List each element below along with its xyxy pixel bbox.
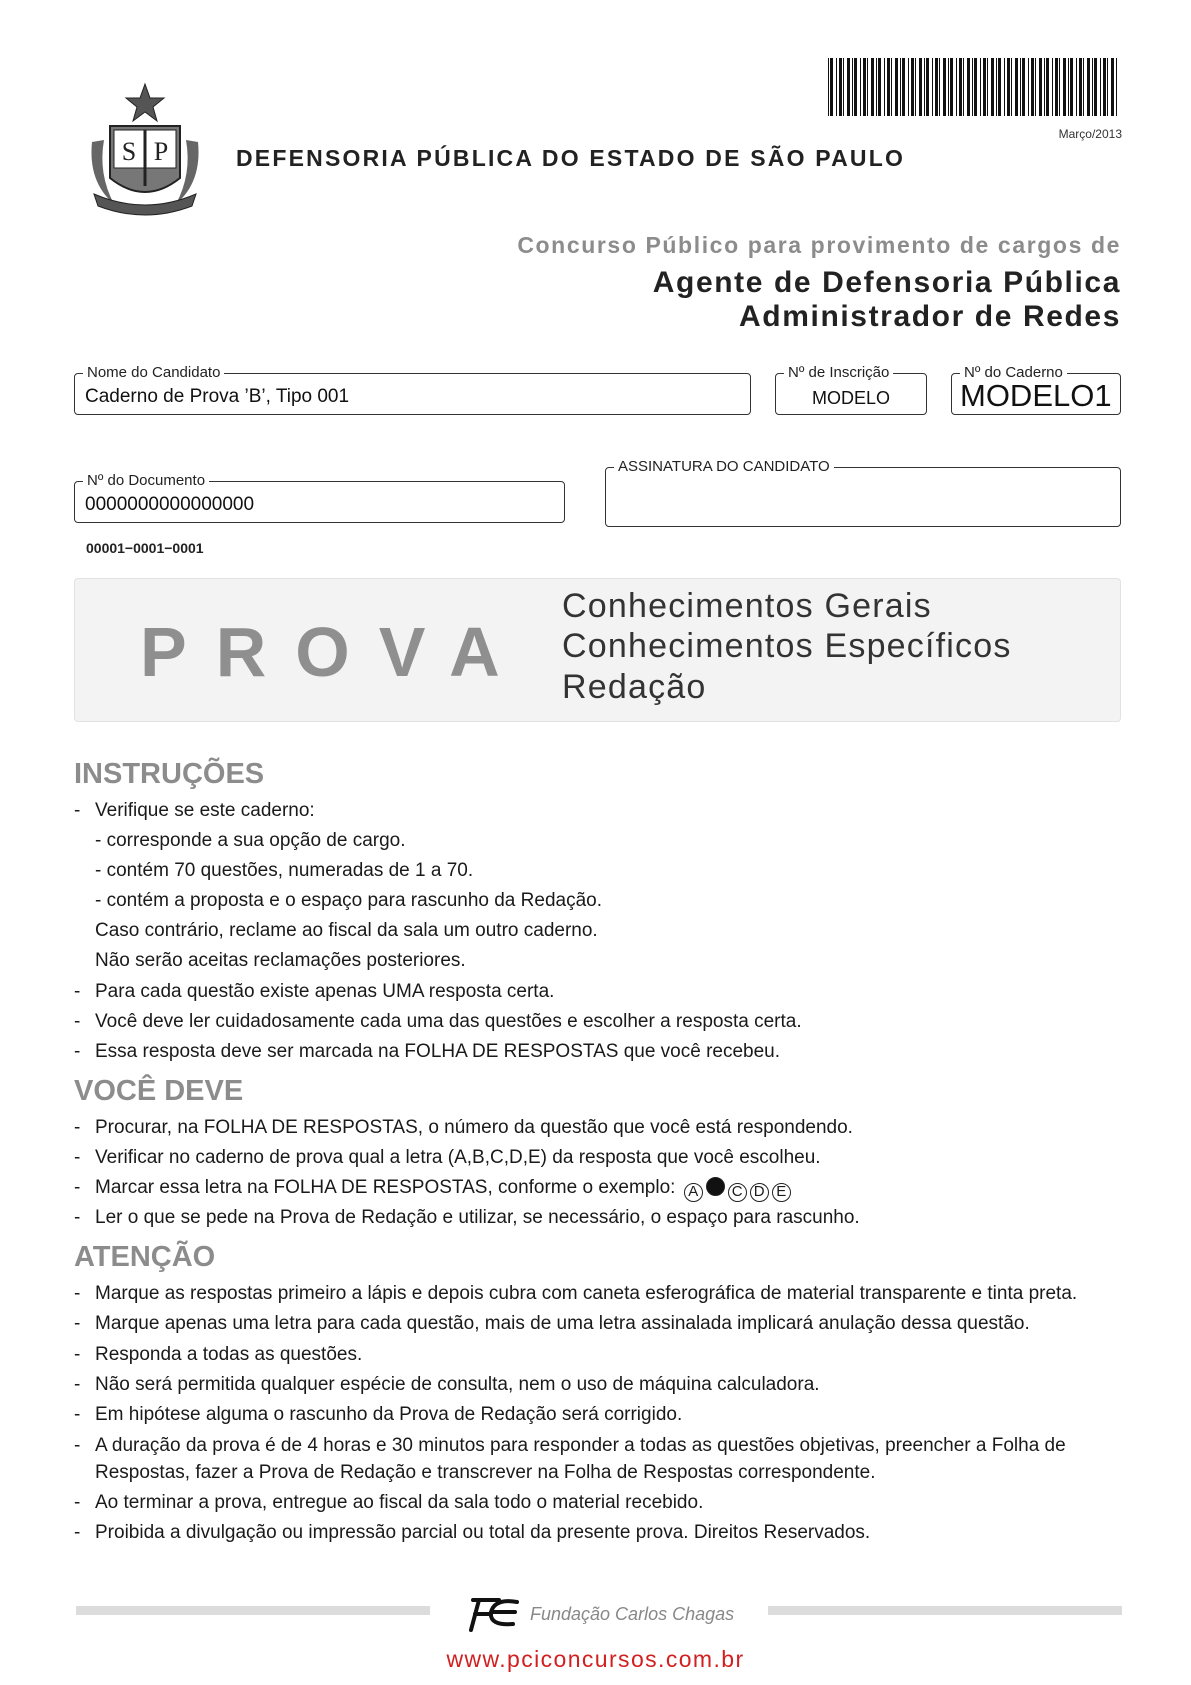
footer-rule-left xyxy=(76,1606,430,1615)
barcode-bar xyxy=(1020,58,1021,116)
barcode-bar xyxy=(991,58,994,116)
barcode-bar xyxy=(950,58,953,116)
candidate-name-value: Caderno de Prova ’B’, Tipo 001 xyxy=(85,386,350,407)
barcode-bar xyxy=(830,58,833,116)
voce-deve-heading: VOCÊ DEVE xyxy=(74,1075,244,1107)
barcode-bar xyxy=(1094,58,1097,116)
list-continuation: Não serão aceitas reclamações posteriores. xyxy=(95,950,466,971)
barcode-bar xyxy=(1092,58,1093,116)
barcode-bar xyxy=(839,58,842,116)
exam-subtitle: Concurso Público para provimento de cargos de xyxy=(517,232,1121,258)
role-title-1: Agente de Defensoria Pública xyxy=(652,266,1121,299)
list-item: - Ler o que se pede na Prova de Redação e utilizar, se necessário, o espaço para rascunho. xyxy=(74,1207,860,1228)
fcc-logo-icon xyxy=(465,1592,521,1632)
barcode-bar xyxy=(836,58,837,116)
website-link[interactable]: www.pciconcursos.com.br xyxy=(446,1646,745,1672)
barcode-bar xyxy=(843,58,844,116)
barcode-bar xyxy=(911,58,914,116)
barcode-bar xyxy=(900,58,901,116)
document-number-label: Nº do Documento xyxy=(83,472,209,490)
barcode-bar xyxy=(1044,58,1045,116)
list-item: - Responda a todas as questões. xyxy=(74,1344,363,1365)
list-item: - Você deve ler cuidadosamente cada uma das questões e escolher a resposta certa. xyxy=(74,1011,802,1032)
answer-bubble-e: E xyxy=(772,1183,791,1202)
answer-bubble-c: C xyxy=(728,1183,747,1202)
subject-specific: Conhecimentos Específicos xyxy=(562,627,1012,665)
barcode-bar xyxy=(924,58,925,116)
barcode-bar xyxy=(1076,58,1077,116)
list-item: - Procurar, na FOLHA DE RESPOSTAS, o número da questão que você está respondendo. xyxy=(74,1117,853,1138)
barcode-bar xyxy=(1039,58,1042,116)
booklet-code: 00001−0001−0001 xyxy=(86,540,204,556)
barcode-bar xyxy=(915,58,916,116)
list-continuation: Respostas, fazer a Prova de Redação e transcrever na Folha de Respostas correspondente. xyxy=(95,1462,876,1483)
barcode-bar xyxy=(1063,58,1066,116)
signature-field[interactable] xyxy=(605,458,1121,527)
barcode-bar xyxy=(1015,58,1018,116)
barcode-bar xyxy=(959,58,962,116)
date: Março/2013 xyxy=(1058,127,1122,141)
answer-bubble-a: A xyxy=(684,1183,703,1202)
barcode-bar xyxy=(1083,58,1084,116)
barcode-bar xyxy=(919,58,922,116)
barcode-bar xyxy=(852,58,853,116)
barcode-bar xyxy=(1046,58,1049,116)
barcode-bar xyxy=(983,58,986,116)
list-item: - Marque as respostas primeiro a lápis e depois cubra com caneta esferográfica de material transparente e tinta preta. xyxy=(74,1283,1078,1304)
list-continuation: Caso contrário, reclame ao fiscal da sala um outro caderno. xyxy=(95,920,598,941)
instructions-heading: INSTRUÇÕES xyxy=(74,758,265,790)
atencao-heading: ATENÇÃO xyxy=(74,1241,216,1273)
barcode-bar xyxy=(1107,58,1108,116)
list-item: - Não será permitida qualquer espécie de consulta, nem o uso de máquina calculadora. xyxy=(74,1374,820,1395)
footer-rule-right xyxy=(768,1606,1122,1615)
list-subitem: - corresponde a sua opção de cargo. xyxy=(95,830,406,851)
list-item: - Ao terminar a prova, entregue ao fiscal da sala todo o material recebido. xyxy=(74,1492,704,1513)
barcode-bar xyxy=(932,58,933,116)
barcode-bar xyxy=(939,58,940,116)
document-number-field[interactable] xyxy=(74,472,565,523)
barcode-bar xyxy=(902,58,905,116)
barcode-bar xyxy=(1087,58,1090,116)
barcode-bar xyxy=(935,58,938,116)
subject-general: Conhecimentos Gerais xyxy=(562,587,932,625)
booklet-number-value: MODELO1 xyxy=(960,378,1112,413)
barcode-bar xyxy=(1022,58,1025,116)
booklet-number-label: Nº do Caderno xyxy=(960,364,1067,382)
barcode-bar xyxy=(1055,58,1058,116)
barcode-bar xyxy=(828,58,829,116)
foundation-name: Fundação Carlos Chagas xyxy=(530,1604,735,1624)
list-item: - Essa resposta deve ser marcada na FOLHA DE RESPOSTAS que você recebeu. xyxy=(74,1041,781,1062)
svg-text:P: P xyxy=(153,137,169,166)
barcode-bar xyxy=(860,58,861,116)
barcode-bar xyxy=(1059,58,1060,116)
barcode-bar xyxy=(895,58,898,116)
list-item: - Verifique se este caderno: xyxy=(74,800,315,821)
barcode-bar xyxy=(1035,58,1036,116)
barcode-bar xyxy=(854,58,857,116)
barcode-bar xyxy=(847,58,850,116)
barcode-bar xyxy=(963,58,964,116)
registration-number-label: Nº de Inscrição xyxy=(784,364,893,382)
list-item: - Marque apenas uma letra para cada questão, mais de uma letra assinalada implicará anulação dessa questão. xyxy=(74,1313,1030,1334)
barcode xyxy=(828,58,1122,116)
list-item: - A duração da prova é de 4 horas e 30 minutos para responder a todas as questões objetivas, preencher a Folha de xyxy=(74,1435,1066,1456)
barcode-bar xyxy=(1068,58,1069,116)
barcode-bar xyxy=(887,58,890,116)
barcode-bar xyxy=(1031,58,1034,116)
barcode-bar xyxy=(974,58,977,116)
barcode-bar xyxy=(1100,58,1101,116)
answer-bubble-d: D xyxy=(750,1183,769,1202)
barcode-bar xyxy=(972,58,973,116)
barcode-bar xyxy=(878,58,881,116)
list-item: - Em hipótese alguma o rascunho da Prova de Redação será corrigido. xyxy=(74,1404,683,1425)
answer-bubble-filled xyxy=(706,1177,725,1196)
barcode-bar xyxy=(908,58,909,116)
barcode-bar xyxy=(998,58,1001,116)
barcode-bar xyxy=(1004,58,1005,116)
list-item: - Verificar no caderno de prova qual a letra (A,B,C,D,E) da resposta que você escolheu. xyxy=(74,1147,821,1168)
barcode-bar xyxy=(876,58,877,116)
barcode-bar xyxy=(987,58,988,116)
barcode-bar xyxy=(1116,58,1117,116)
barcode-bar xyxy=(884,58,885,116)
sp-coat-of-arms-seal xyxy=(84,82,206,216)
list-subitem: - contém 70 questões, numeradas de 1 a 70. xyxy=(95,860,474,881)
role-title-2: Administrador de Redes xyxy=(739,300,1121,333)
list-item: - Para cada questão existe apenas UMA resposta certa. xyxy=(74,981,555,1002)
barcode-bar xyxy=(956,58,957,116)
barcode-bar xyxy=(1007,58,1010,116)
barcode-bar xyxy=(948,58,949,116)
barcode-bar xyxy=(926,58,929,116)
barcode-bar xyxy=(980,58,981,116)
barcode-bar xyxy=(1052,58,1053,116)
barcode-bar xyxy=(967,58,970,116)
seal-letter-s: S xyxy=(121,137,137,166)
barcode-bar xyxy=(867,58,868,116)
barcode-bar xyxy=(1079,58,1082,116)
signature-label: ASSINATURA DO CANDIDATO xyxy=(614,458,834,476)
barcode-bar xyxy=(1028,58,1029,116)
barcode-bar xyxy=(871,58,874,116)
document-number-value: 0000000000000000 xyxy=(85,494,255,515)
list-item: - Marcar essa letra na FOLHA DE RESPOSTAS, conforme o exemplo: A C D E xyxy=(74,1176,791,1202)
subject-essay: Redação xyxy=(562,668,707,706)
barcode-bar xyxy=(1103,58,1106,116)
list-item: - Proibida a divulgação ou impressão parcial ou total da presente prova. Direitos Reservados. xyxy=(74,1522,871,1543)
barcode-bar xyxy=(891,58,892,116)
registration-number-value: MODELO xyxy=(811,388,890,408)
organization-name: DEFENSORIA PÚBLICA DO ESTADO DE SÃO PAULO xyxy=(236,145,906,171)
barcode-bar xyxy=(996,58,997,116)
barcode-bar xyxy=(863,58,866,116)
prova-title: PROVA xyxy=(140,613,529,691)
candidate-name-label: Nome do Candidato xyxy=(83,364,224,382)
registration-number-field[interactable] xyxy=(775,364,927,415)
barcode-bar xyxy=(1111,58,1114,116)
list-subitem: - contém a proposta e o espaço para rascunho da Redação. xyxy=(95,890,602,911)
candidate-name-field[interactable] xyxy=(74,364,751,415)
booklet-number-field[interactable] xyxy=(951,364,1121,415)
barcode-bar xyxy=(943,58,946,116)
barcode-bar xyxy=(1011,58,1012,116)
barcode-bar xyxy=(1070,58,1073,116)
